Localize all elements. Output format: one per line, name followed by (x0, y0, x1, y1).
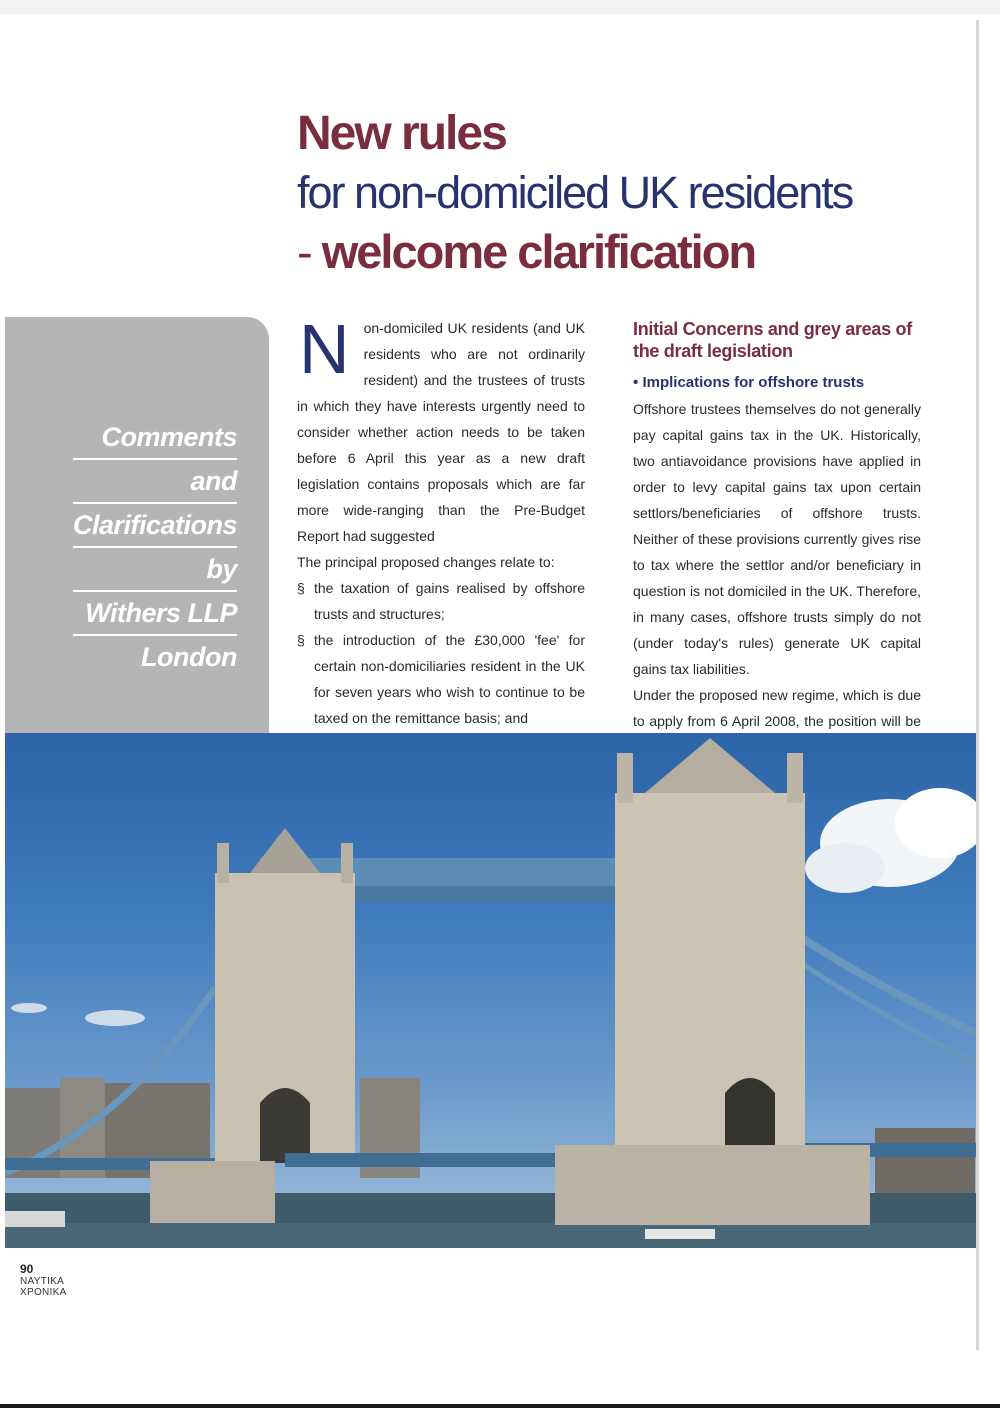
cloud (11, 1003, 47, 1013)
sidebar-line: and (73, 463, 237, 504)
subheading (633, 370, 921, 396)
right-tower-roof (645, 738, 775, 793)
sidebar-line: London (141, 642, 237, 672)
intro-paragraph (297, 310, 585, 549)
page-edge-right (976, 20, 979, 1350)
subheading-text: Implications for offshore trusts (642, 374, 865, 391)
river-water (5, 1223, 976, 1248)
sidebar-byline (73, 419, 237, 681)
magazine-name: ΝΑΥΤΙΚΑ (20, 1276, 65, 1287)
headline (297, 104, 957, 282)
page-edge-bottom (0, 1404, 1000, 1408)
drop-cap: N (299, 310, 350, 388)
sidebar-line: by (73, 551, 237, 592)
left-tower-turret (341, 843, 353, 883)
section-heading: Initial Concerns and grey areas of the draft legislation (633, 319, 912, 361)
sidebar-panel (5, 317, 269, 733)
left-pier (150, 1161, 275, 1223)
sidebar-line: Comments (73, 419, 237, 460)
headline-emphasis: welcome clarification (321, 225, 756, 278)
article-column-1 (297, 310, 585, 783)
list-item: § the taxation of gains realised by offshore trusts and structures; (297, 575, 585, 627)
headline-dash: - (297, 225, 322, 278)
cloud (85, 1010, 145, 1026)
tower-bridge-illustration (5, 733, 976, 1248)
page-edge-top (0, 0, 1000, 14)
headline-line-2: for non-domiciled UK residents (297, 167, 853, 218)
tower-bridge-photo (5, 733, 976, 1248)
boat (645, 1229, 715, 1239)
boat (5, 1211, 65, 1227)
sidebar-line: Clarifications (73, 507, 237, 548)
right-pier (555, 1145, 870, 1225)
left-tower-arch (260, 1088, 310, 1163)
bullet-icon: • (633, 374, 639, 391)
intro-text: on-domiciled UK residents (and UK residents who are not ordinarily resident) and the trustees of trusts in which they have interests urgently need to consider whether action needs to be taken before 6 April this year as a new draft legislation contains proposals which are far more wide-ranging than the Pre-Budget Report had suggested (297, 320, 585, 544)
folio (20, 1262, 80, 1298)
cloud (805, 843, 885, 893)
right-tower-turret (617, 753, 633, 803)
magazine-name: ΧΡΟΝΙΚΑ (20, 1287, 67, 1298)
list-item: § the introduction of the £30,000 'fee' for certain non-domiciliaries resident in the UK for seven years who wish to continue to be taxed on the remittance basis; and (297, 627, 585, 731)
changes-lead: The principal proposed changes relate to: (297, 554, 555, 570)
headline-line-3 (297, 222, 957, 282)
left-tower-turret (217, 843, 229, 883)
body-paragraph: Offshore trustees themselves do not generally pay capital gains tax in the UK. Historically, two antiavoidance provisions have applied in order to levy capital gains tax upon certain settlors/beneficiaries of offshore trusts. Neither of these provisions currently gives rise to tax where the settlor and/or beneficiary in question is not domiciled in the UK. Therefore, in many cases, offshore trusts simply do not (under today's rules) generate UK capital gains tax liabilities. (633, 401, 921, 677)
right-tower (615, 793, 805, 1173)
page-number: 90 (20, 1262, 34, 1276)
left-tower-roof (250, 828, 320, 873)
headline-line-1: New rules (297, 107, 506, 160)
sidebar-line: Withers LLP (73, 595, 237, 636)
body-paragraph: Under the proposed new regime, which is due to apply from 6 April 2008, the position will be (633, 687, 921, 729)
right-tower-turret (787, 753, 803, 803)
